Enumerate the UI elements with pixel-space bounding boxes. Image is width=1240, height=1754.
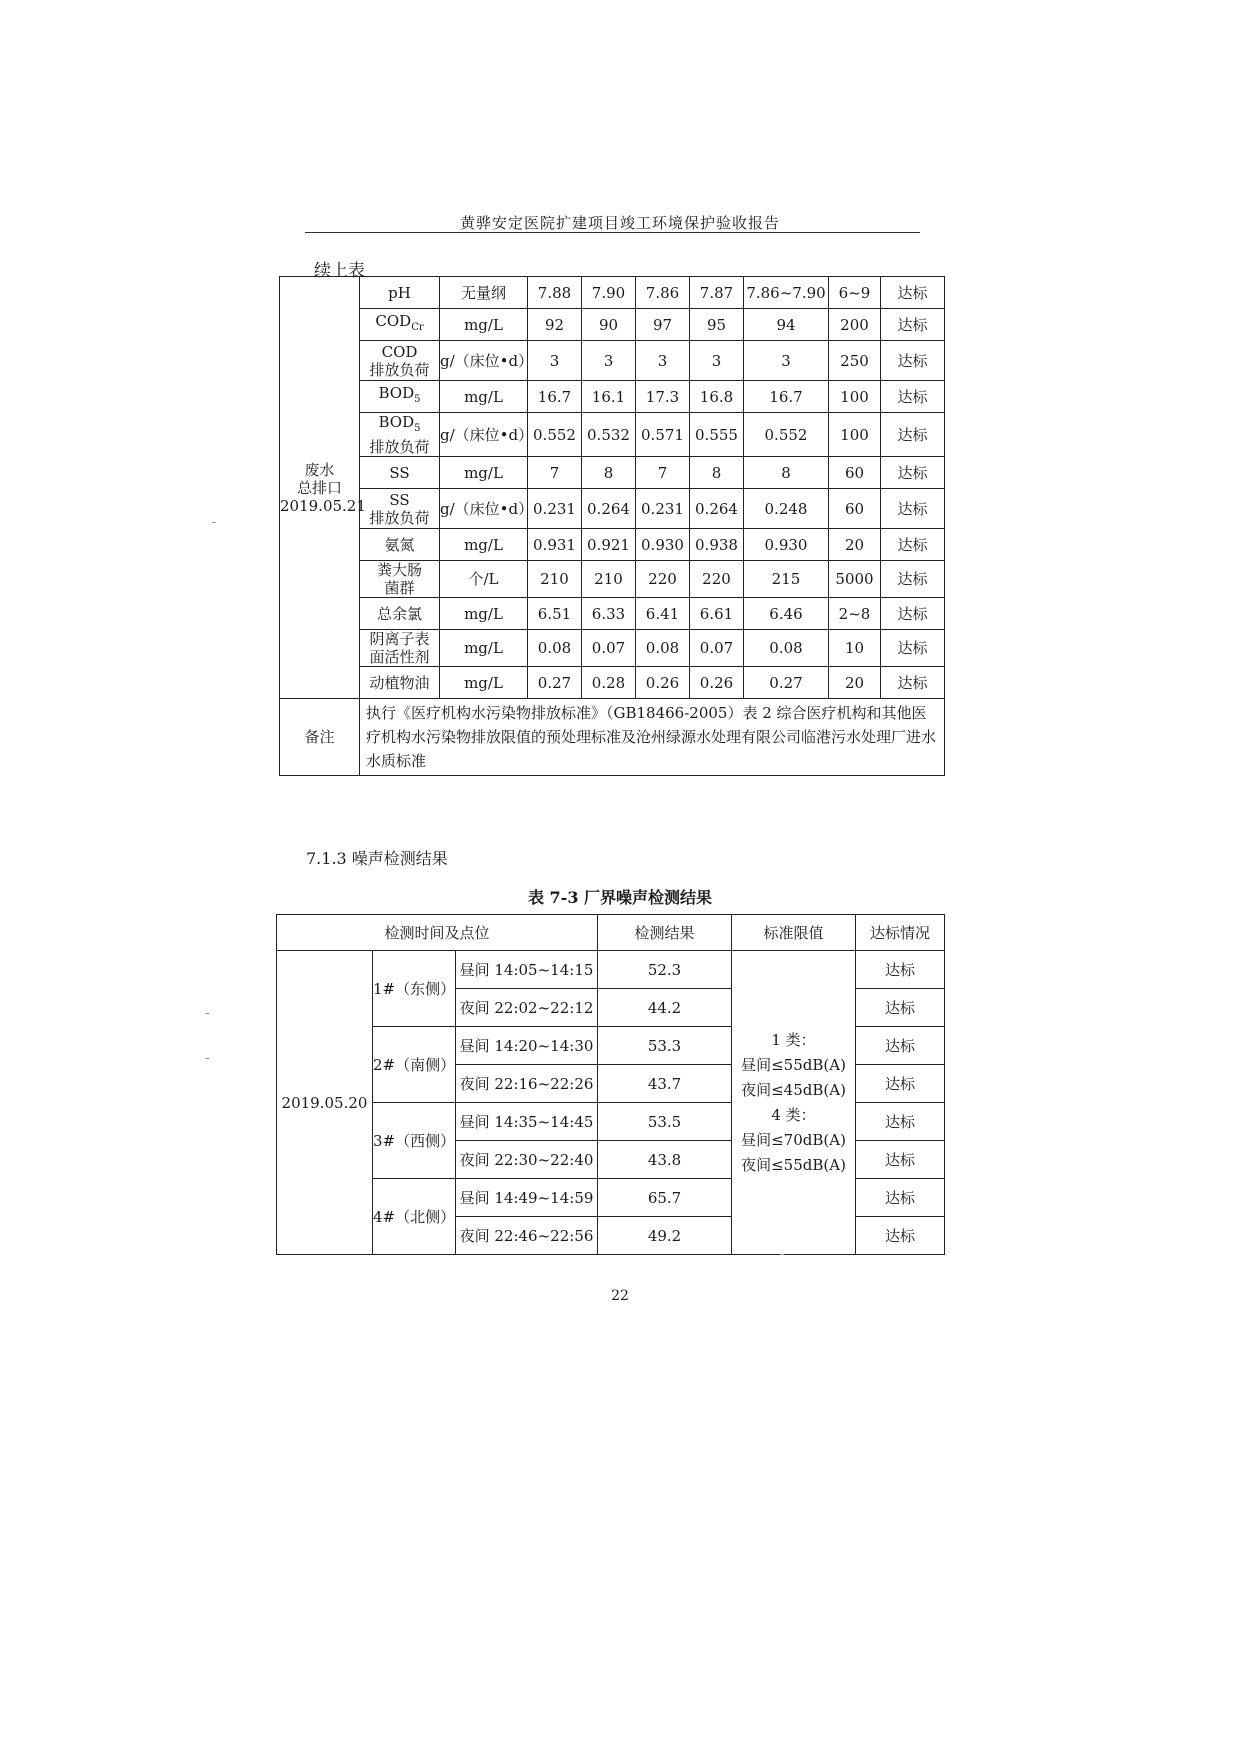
status-cell: 达标 <box>856 1027 945 1065</box>
avg-cell: 3 <box>744 341 829 381</box>
status-cell: 达标 <box>881 667 945 699</box>
unit-cell: 个/L <box>440 561 528 598</box>
limit-cell: 60 <box>829 457 881 489</box>
status-cell: 达标 <box>881 630 945 667</box>
noise-table-caption: 表 7-3 厂界噪声检测结果 <box>527 888 713 907</box>
v2-cell: 90 <box>582 309 636 341</box>
noise-results-table <box>276 914 945 1255</box>
limit-cell: 10 <box>829 630 881 667</box>
limit-cell: 20 <box>829 667 881 699</box>
item-line: 总余氯 <box>376 604 422 623</box>
avg-cell: 16.7 <box>744 381 829 413</box>
limit-line: 4 类： <box>771 1105 816 1124</box>
limit-line: 1 类： <box>771 1030 816 1049</box>
avg-cell: 0.248 <box>744 489 829 529</box>
status-cell: 达标 <box>881 457 945 489</box>
avg-cell: 0.552 <box>744 413 829 457</box>
table-row <box>280 489 945 529</box>
v4-cell: 7.87 <box>690 277 744 309</box>
table-row <box>280 529 945 561</box>
unit-cell: g/（床位•d） <box>440 413 528 457</box>
table-row <box>280 309 945 341</box>
status-cell: 达标 <box>881 309 945 341</box>
avg-cell: 94 <box>744 309 829 341</box>
v2-cell: 0.07 <box>582 630 636 667</box>
v3-cell: 7 <box>636 457 690 489</box>
table-row <box>280 667 945 699</box>
remark-row <box>280 699 945 776</box>
v1-cell: 3 <box>528 341 582 381</box>
limit-cell <box>732 951 856 1255</box>
v1-cell: 0.08 <box>528 630 582 667</box>
v1-cell: 6.51 <box>528 598 582 630</box>
section-heading: 7.1.3 噪声检测结果 <box>306 849 448 868</box>
v4-cell: 8 <box>690 457 744 489</box>
limit-cell: 20 <box>829 529 881 561</box>
unit-cell: 无量纲 <box>440 277 528 309</box>
item-line: 面活性剂 <box>369 648 430 666</box>
status-cell: 达标 <box>881 529 945 561</box>
v3-cell: 7.86 <box>636 277 690 309</box>
table-row <box>280 413 945 457</box>
status-cell: 达标 <box>856 989 945 1027</box>
value-cell: 65.7 <box>598 1179 732 1217</box>
limit-cell: 60 <box>829 489 881 529</box>
status-cell: 达标 <box>856 1065 945 1103</box>
v3-cell: 6.41 <box>636 598 690 630</box>
item-line: 菌群 <box>384 579 415 597</box>
item-line: 粪大肠 <box>376 561 422 579</box>
v4-cell: 0.555 <box>690 413 744 457</box>
date-cell: 2019.05.20 <box>277 951 373 1255</box>
value-cell: 53.5 <box>598 1103 732 1141</box>
scan-mark <box>212 522 216 523</box>
item-subscript: 5 <box>414 423 421 434</box>
period-cell: 夜间 22:02~22:12 <box>456 989 598 1027</box>
v2-cell: 0.28 <box>582 667 636 699</box>
item-cell <box>360 630 440 667</box>
limit-cell: 250 <box>829 341 881 381</box>
table-row <box>280 561 945 598</box>
item-line: COD <box>375 312 412 330</box>
v1-cell: 0.231 <box>528 489 582 529</box>
v3-cell: 0.930 <box>636 529 690 561</box>
v2-cell: 16.1 <box>582 381 636 413</box>
v2-cell: 8 <box>582 457 636 489</box>
status-cell: 达标 <box>881 489 945 529</box>
v3-cell: 3 <box>636 341 690 381</box>
v3-cell: 0.571 <box>636 413 690 457</box>
v1-cell: 92 <box>528 309 582 341</box>
item-subscript: Cr <box>411 322 424 333</box>
item-line: 氨氮 <box>384 535 415 554</box>
header-time-location: 检测时间及点位 <box>277 915 598 951</box>
v4-cell: 95 <box>690 309 744 341</box>
status-cell: 达标 <box>881 561 945 598</box>
v1-cell: 7.88 <box>528 277 582 309</box>
v2-cell: 0.264 <box>582 489 636 529</box>
v1-cell: 0.931 <box>528 529 582 561</box>
item-line: BOD <box>378 413 415 431</box>
v2-cell: 3 <box>582 341 636 381</box>
v2-cell: 0.921 <box>582 529 636 561</box>
unit-cell: mg/L <box>440 309 528 341</box>
item-cell <box>360 598 440 630</box>
limit-line: 昼间≤70dB(A) <box>741 1130 846 1149</box>
sample-group-line: 总排口 <box>296 478 342 497</box>
avg-cell: 0.27 <box>744 667 829 699</box>
v1-cell: 210 <box>528 561 582 598</box>
v3-cell: 220 <box>636 561 690 598</box>
sample-group-line: 2019.05.21 <box>280 496 366 515</box>
unit-cell: g/（床位•d） <box>440 489 528 529</box>
item-cell <box>360 413 440 457</box>
table-row <box>280 381 945 413</box>
item-line: COD <box>381 342 418 361</box>
item-line: SS <box>389 463 410 482</box>
item-subscript: 5 <box>414 394 421 405</box>
table-row <box>280 630 945 667</box>
v4-cell: 0.26 <box>690 667 744 699</box>
limit-cell: 200 <box>829 309 881 341</box>
item-cell <box>360 309 440 341</box>
header-row <box>277 915 945 951</box>
item-cell <box>360 667 440 699</box>
table-row <box>280 277 945 309</box>
table-row <box>280 341 945 381</box>
period-cell: 夜间 22:30~22:40 <box>456 1141 598 1179</box>
v4-cell: 0.264 <box>690 489 744 529</box>
status-cell: 达标 <box>856 1217 945 1255</box>
header-status: 达标情况 <box>856 915 945 951</box>
sample-group-line: 废水 <box>304 460 335 479</box>
limit-cell: 100 <box>829 381 881 413</box>
avg-cell: 7.86~7.90 <box>744 277 829 309</box>
value-cell: 43.7 <box>598 1065 732 1103</box>
scan-mark <box>780 1254 784 1255</box>
point-cell: 3#（西侧） <box>373 1103 456 1179</box>
status-cell: 达标 <box>881 277 945 309</box>
table-row <box>280 598 945 630</box>
limit-line: 夜间≤45dB(A) <box>741 1080 846 1099</box>
item-cell <box>360 561 440 598</box>
limit-cell: 6~9 <box>829 277 881 309</box>
point-cell: 2#（南侧） <box>373 1027 456 1103</box>
period-cell: 夜间 22:16~22:26 <box>456 1065 598 1103</box>
avg-cell: 6.46 <box>744 598 829 630</box>
item-line: 排放负荷 <box>369 360 430 379</box>
scan-mark <box>205 1013 209 1014</box>
status-cell: 达标 <box>856 951 945 989</box>
value-cell: 44.2 <box>598 989 732 1027</box>
status-cell: 达标 <box>881 413 945 457</box>
v4-cell: 220 <box>690 561 744 598</box>
period-cell: 昼间 14:49~14:59 <box>456 1179 598 1217</box>
v3-cell: 0.26 <box>636 667 690 699</box>
v4-cell: 0.07 <box>690 630 744 667</box>
v2-cell: 0.532 <box>582 413 636 457</box>
table-row <box>277 951 945 989</box>
unit-cell: mg/L <box>440 667 528 699</box>
header-rule <box>305 232 920 233</box>
point-cell: 1#（东侧） <box>373 951 456 1027</box>
item-cell <box>360 277 440 309</box>
limit-line: 夜间≤55dB(A) <box>741 1155 846 1174</box>
period-cell: 昼间 14:05~14:15 <box>456 951 598 989</box>
limit-cell: 2~8 <box>829 598 881 630</box>
item-line: BOD <box>378 384 415 402</box>
item-cell <box>360 381 440 413</box>
item-line: 排放负荷 <box>369 438 430 456</box>
item-line-wrap <box>360 413 439 438</box>
status-cell: 达标 <box>856 1179 945 1217</box>
unit-cell: mg/L <box>440 598 528 630</box>
unit-cell: mg/L <box>440 381 528 413</box>
period-cell: 夜间 22:46~22:56 <box>456 1217 598 1255</box>
value-cell: 43.8 <box>598 1141 732 1179</box>
item-cell <box>360 529 440 561</box>
page-number: 22 <box>611 1288 629 1304</box>
status-cell: 达标 <box>856 1141 945 1179</box>
remark-label: 备注 <box>280 699 360 776</box>
item-line: SS <box>389 490 410 509</box>
wastewater-results-table <box>279 276 945 776</box>
v2-cell: 6.33 <box>582 598 636 630</box>
avg-cell: 8 <box>744 457 829 489</box>
avg-cell: 215 <box>744 561 829 598</box>
v4-cell: 16.8 <box>690 381 744 413</box>
item-cell <box>360 457 440 489</box>
v3-cell: 0.231 <box>636 489 690 529</box>
v1-cell: 7 <box>528 457 582 489</box>
v3-cell: 97 <box>636 309 690 341</box>
item-line: pH <box>388 283 411 302</box>
value-cell: 52.3 <box>598 951 732 989</box>
status-cell: 达标 <box>881 341 945 381</box>
header-result: 检测结果 <box>598 915 732 951</box>
item-line-wrap <box>360 312 439 337</box>
status-cell: 达标 <box>856 1103 945 1141</box>
table-row <box>280 457 945 489</box>
v3-cell: 17.3 <box>636 381 690 413</box>
status-cell: 达标 <box>881 381 945 413</box>
v1-cell: 0.27 <box>528 667 582 699</box>
item-cell <box>360 341 440 381</box>
unit-cell: mg/L <box>440 457 528 489</box>
v1-cell: 16.7 <box>528 381 582 413</box>
status-cell: 达标 <box>881 598 945 630</box>
report-header-title: 黄骅安定医院扩建项目竣工环境保护验收报告 <box>459 214 780 232</box>
item-line: 阴离子表 <box>369 630 430 648</box>
unit-cell: mg/L <box>440 529 528 561</box>
limit-line: 昼间≤55dB(A) <box>741 1055 846 1074</box>
point-cell: 4#（北侧） <box>373 1179 456 1255</box>
scan-mark <box>205 1058 209 1059</box>
item-line-wrap <box>360 384 439 409</box>
period-cell: 昼间 14:20~14:30 <box>456 1027 598 1065</box>
v4-cell: 3 <box>690 341 744 381</box>
v3-cell: 0.08 <box>636 630 690 667</box>
item-line: 动植物油 <box>369 673 430 692</box>
item-line: 排放负荷 <box>369 508 430 527</box>
avg-cell: 0.08 <box>744 630 829 667</box>
v2-cell: 210 <box>582 561 636 598</box>
limit-cell: 100 <box>829 413 881 457</box>
v1-cell: 0.552 <box>528 413 582 457</box>
header-limit: 标准限值 <box>732 915 856 951</box>
sample-group-cell <box>280 277 366 699</box>
limit-cell: 5000 <box>829 561 881 598</box>
period-cell: 昼间 14:35~14:45 <box>456 1103 598 1141</box>
v4-cell: 0.938 <box>690 529 744 561</box>
value-cell: 53.3 <box>598 1027 732 1065</box>
remark-text: 执行《医疗机构水污染物排放标准》（GB18466-2005）表 2 综合医疗机构和其他医疗机构水污染物排放限值的预处理标准及沧州绿源水处理有限公司临港污水处理厂进水水质标准 <box>360 699 945 776</box>
avg-cell: 0.930 <box>744 529 829 561</box>
item-cell <box>360 489 440 529</box>
v4-cell: 6.61 <box>690 598 744 630</box>
continuation-label: 续上表 <box>314 261 365 281</box>
value-cell: 49.2 <box>598 1217 732 1255</box>
unit-cell: mg/L <box>440 630 528 667</box>
unit-cell: g/（床位•d） <box>440 341 528 381</box>
v2-cell: 7.90 <box>582 277 636 309</box>
